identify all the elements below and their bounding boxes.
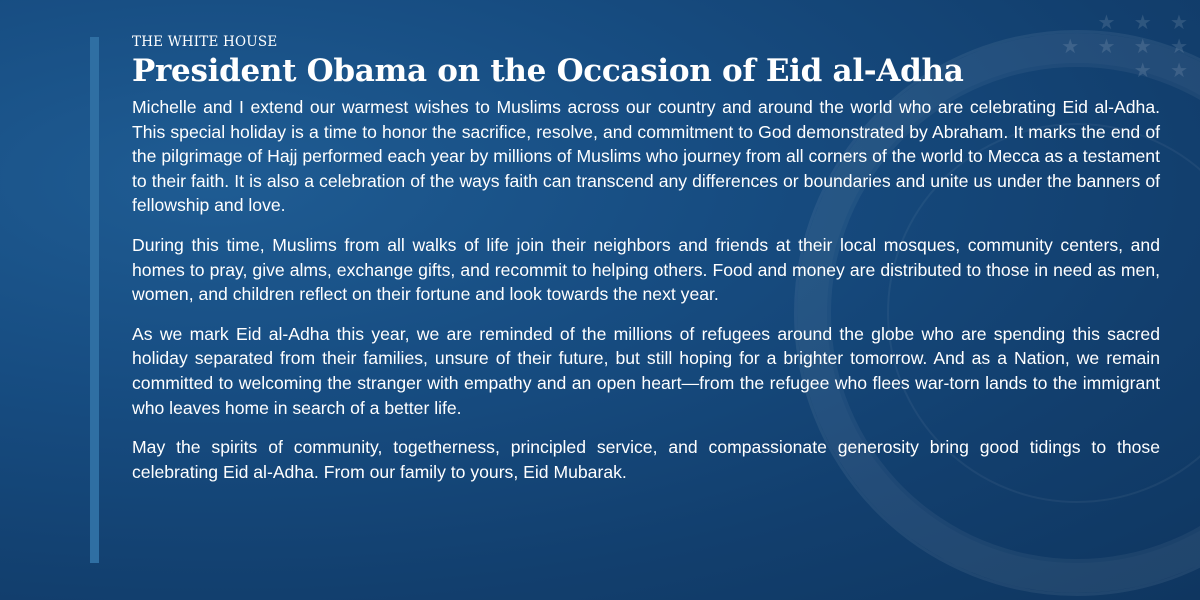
statement-title: President Obama on the Occasion of Eid al-Adha <box>132 53 964 89</box>
statement-paragraph-1: Michelle and I extend our warmest wishes to Muslims across our country and around the world who are celebrating Eid al-Adha. This special holiday is a time to honor the sacrifice, resolve, and commitment to God demonstrated by Abraham. It marks the end of the pilgrimage of Hajj performed each year by millions of Muslims who journey from all corners of the world to Mecca as a testament to their faith. It is also a celebration of the ways faith can transcend any differences or boundaries and unite us under the banners of fellowship and love. <box>132 97 1160 216</box>
statement-paragraph-3: As we mark Eid al-Adha this year, we are reminded of the millions of refugees around the globe who are spending this sacred holiday separated from their families, unsure of their future, but still hoping for a brighter tomorrow. And as a Nation, we remain committed to welcoming the stranger with empathy and an open heart—from the refugee who flees war-torn lands to the immigrant who leaves home in search of a better life. <box>132 323 1160 418</box>
statement-paragraph-4: May the spirits of community, togetherness, principled service, and compassionate generosity bring good tidings to those celebrating Eid al-Adha. From our family to yours, Eid Mubarak. <box>132 437 1160 482</box>
org-name: THE WHITE HOUSE <box>132 34 278 50</box>
accent-bar <box>90 37 99 563</box>
statement-paragraph-2: During this time, Muslims from all walks of life join their neighbors and friends at their local mosques, community centers, and homes to pray, give alms, exchange gifts, and recommit to helping others. Food and money are distributed to those in need as men, women, and children reflect on their fortune and look towards the next year. <box>132 234 1160 305</box>
stars-decoration: ★ ★ ★ ★ ★ ★ ★ ★ ★ <box>1061 10 1194 82</box>
statement-content <box>132 33 1160 499</box>
